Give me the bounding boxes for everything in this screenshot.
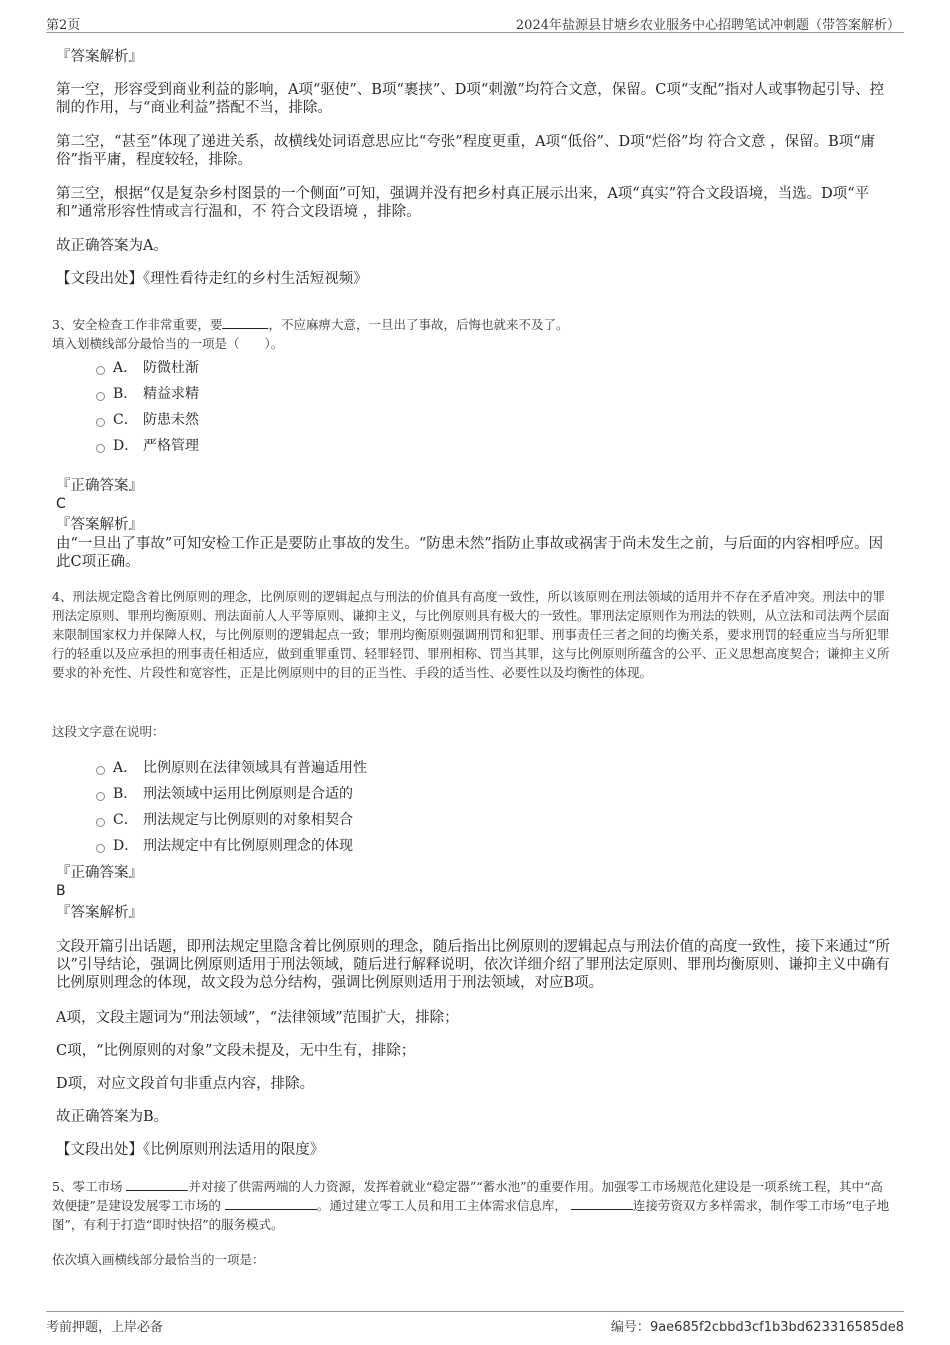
- q3-answer: C: [56, 496, 66, 512]
- page-footer: [46, 1311, 904, 1334]
- q3-analysis-label: 『答案解析』: [56, 517, 143, 533]
- radio-icon[interactable]: [96, 818, 105, 827]
- q4-answer: B: [56, 883, 66, 899]
- q2-analysis-para1: 第一空，形容受到商业利益的影响，A项“驱使”、B项“裹挟”、D项“刺激”均符合文意，保留。C项“支配”指对人或事物起引导、控制的作用，与“商业利益”搭配不当，排除。: [56, 82, 885, 116]
- q5-blank-2: [225, 1197, 317, 1210]
- document-code-value: 9ae685f2cbbd3cf1b3bd623316585de8: [649, 1320, 904, 1335]
- q4-analysis: 文段开篇引出话题，即刑法规定里隐含着比例原则的理念，随后指出比例原则的逻辑起点与刑法价值的高度一致性，接下来通过“所以”引导结论，强调比例原则适用于刑法领域，随后进行解释说明，依次详细介绍了罪刑法定原则、罪刑均衡原则、谦抑主义中确有比例原则理念的体现，故文段为总分结构，强调比例原则适用于刑法领域，对应B项。: [56, 939, 890, 991]
- q3-prompt: 填入划横线部分最恰当的一项是（ ）。: [52, 336, 284, 351]
- q2-analysis-para2: 第二空，“甚至”体现了递进关系，故横线处词语意思应比“夸张”程度更重，A项“低俗”、D项“烂俗”均 符合文意 ，保留。B项“庸俗”指平庸，程度较轻，排除。: [56, 134, 876, 168]
- q4-conclusion: 故正确答案为B。: [56, 1109, 169, 1125]
- q4-stem: 4、刑法规定隐含着比例原则的理念，比例原则的逻辑起点与刑法的价值具有高度一致性，所以该原则在刑法领域的适用并不存在矛盾冲突。刑法中的罪刑法定原则、罪刑均衡原则、刑法面前人人平等原则、谦抑主义，与比例原则具有极大的一致性。罪刑法定原则作为刑法的铁则，从立法和司法两个层面来限制国家权力并保障人权，与比例原则的逻辑起点一致；罪刑均衡原则强调刑罚和犯罪、刑事责任三者之间的均衡关系，要求刑罚的轻重应当与所犯罪行的轻重以及应承担的刑事责任相适应，做到重罪重罚、轻罪轻罚、罪刑相称、罚当其罪，这与比例原则所蕴含的公平、正义思想高度契合；谦抑主义所要求的补充性、片段性和宽容性，正是比例原则中的目的正当性、手段的适当性、必要性以及均衡性的体现。: [52, 589, 890, 680]
- radio-icon[interactable]: [96, 392, 105, 401]
- q4-note-c: C项，“比例原则的对象”文段未提及，无中生有，排除；: [56, 1043, 416, 1059]
- q2-conclusion: 故正确答案为A。: [56, 238, 168, 254]
- q4-options: [96, 754, 367, 858]
- q3-option-a[interactable]: A． 防微杜渐: [96, 354, 199, 380]
- radio-icon[interactable]: [96, 444, 105, 453]
- q5-stem-part1: 5、零工市场: [52, 1179, 123, 1194]
- q2-source: 【文段出处】《理性看待走红的乡村生活短视频》: [56, 271, 368, 287]
- radio-icon[interactable]: [96, 792, 105, 801]
- q4-note-d: D项，对应文段首句非重点内容，排除。: [56, 1076, 315, 1092]
- q2-analysis-para3: 第三空，根据“仅是复杂乡村图景的一个侧面”可知，强调并没有把乡村真正展示出来，A项“真实”符合文段语境，当选。D项“平和”通常形容性情或言行温和，不 符合文段语境 ，排除。: [56, 186, 870, 220]
- q5-stem: [52, 1177, 894, 1234]
- radio-icon[interactable]: [96, 366, 105, 375]
- q4-option-c[interactable]: C． 刑法规定与比例原则的对象相契合: [96, 806, 367, 832]
- page-number: 第2页: [46, 18, 81, 33]
- radio-icon[interactable]: [96, 766, 105, 775]
- q3-stem-start: 3、安全检查工作非常重要，要: [52, 317, 223, 332]
- radio-icon[interactable]: [96, 418, 105, 427]
- q3-blank: [222, 316, 268, 329]
- q3-stem: [52, 315, 890, 334]
- q5-stem-part3: 。通过建立零工人员和用工主体需求信息库，: [316, 1198, 567, 1213]
- q3-analysis: 由“一旦出了事故”可知安检工作正是要防止事故的发生。“防患未然”指防止事故或祸害于尚未发生之前，与后面的内容相呼应。因此C项正确。: [56, 536, 884, 570]
- document-title: 2024年盐源县甘塘乡农业服务中心招聘笔试冲刺题（带答案解析）: [515, 18, 900, 33]
- document-code: [611, 1316, 904, 1335]
- q3-stem-end: ，不应麻痹大意，一旦出了事故，后悔也就来不及了。: [268, 317, 569, 332]
- q3-option-b[interactable]: B． 精益求精: [96, 380, 199, 406]
- q4-source: 【文段出处】《比例原则刑法适用的限度》: [56, 1142, 325, 1158]
- q3-option-d[interactable]: D． 严格管理: [96, 432, 199, 458]
- q3-option-c[interactable]: C． 防患未然: [96, 406, 199, 432]
- q5-stem-part2: 并对接了供需两端的人力资源，发挥着就业“稳定器”“蓄水池”的重要作用。加强零工市场规范化建设是一项系统工程，其中“高效便捷”是建设发展零工市场的: [52, 1179, 883, 1213]
- q5-stem-part4: 连接劳资双方多样需求，制作零工市场“电子地图”，有利于打造“即时快招”的服务模式。: [52, 1198, 890, 1232]
- q4-prompt: 这段文字意在说明：: [52, 724, 165, 739]
- q3-answer-label: 『正确答案』: [56, 478, 143, 494]
- q4-option-b[interactable]: B． 刑法领域中运用比例原则是合适的: [96, 780, 367, 806]
- q2-analysis-label: 『答案解析』: [56, 49, 143, 65]
- page-header: [46, 12, 904, 33]
- radio-icon[interactable]: [96, 844, 105, 853]
- footer-slogan: 考前押题，上岸必备: [46, 1320, 164, 1335]
- q4-option-a[interactable]: A． 比例原则在法律领域具有普遍适用性: [96, 754, 367, 780]
- q4-option-d[interactable]: D． 刑法规定中有比例原则理念的体现: [96, 832, 367, 858]
- q4-note-a: A项，文段主题词为“刑法领域”，“法律领域”范围扩大，排除；: [56, 1010, 459, 1026]
- q5-prompt: 依次填入画横线部分最恰当的一项是：: [52, 1252, 265, 1267]
- q5-blank-1: [126, 1178, 188, 1191]
- document-code-label: 编号：: [610, 1320, 650, 1335]
- q4-answer-label: 『正确答案』: [56, 865, 143, 881]
- q5-blank-3: [571, 1197, 633, 1210]
- q4-analysis-label: 『答案解析』: [56, 905, 143, 921]
- q3-options: [96, 354, 199, 458]
